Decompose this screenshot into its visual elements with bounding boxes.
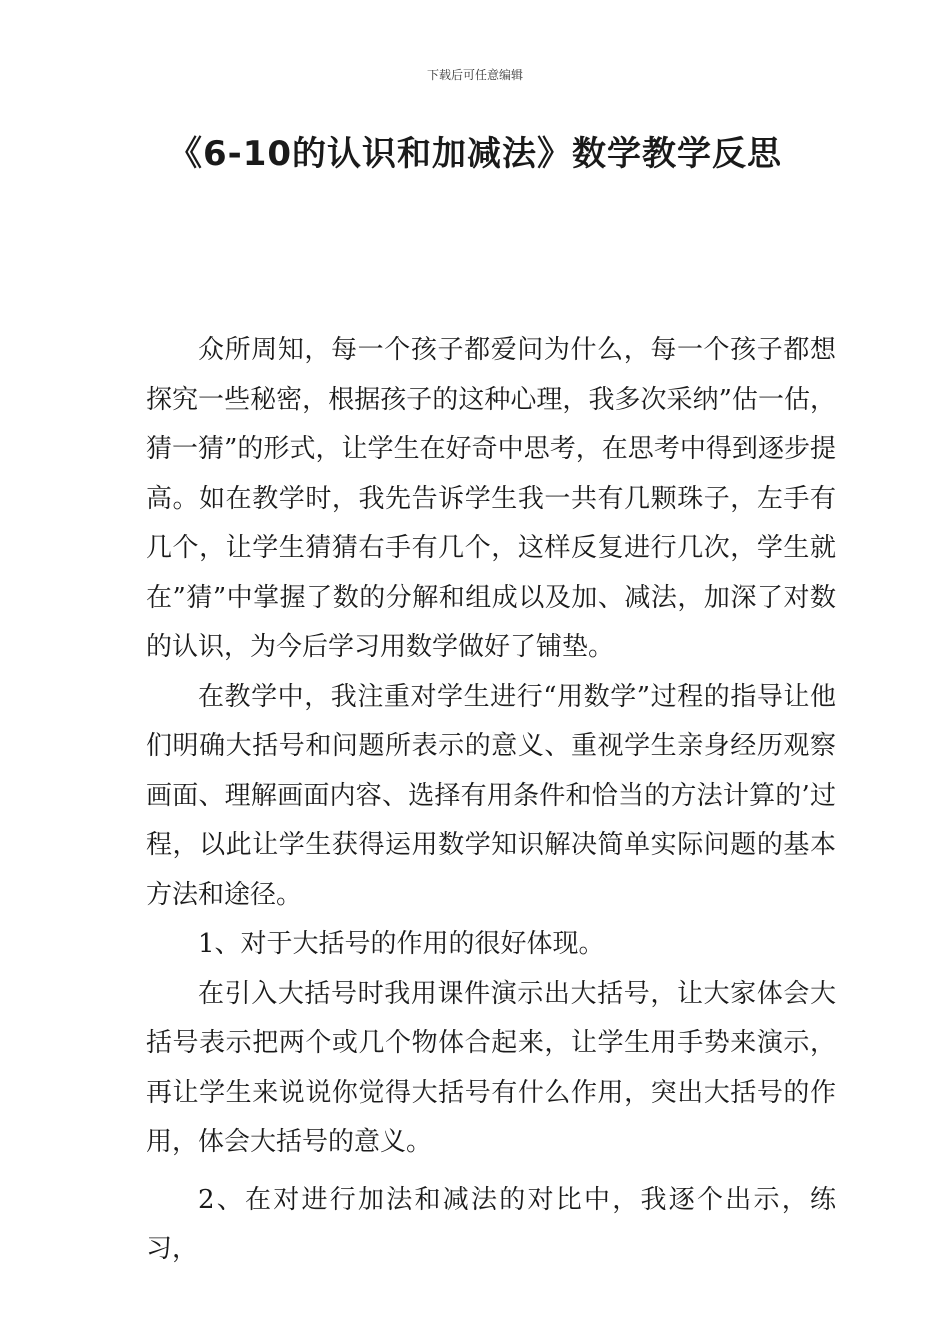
document-title: 《6-10的认识和加减法》数学教学反思 [167,134,783,174]
document-body [146,326,836,1275]
paragraph-1: 众所周知，每一个孩子都爱问为什么，每一个孩子都想探究一些秘密，根据孩子的这种心理，我多次采纳”估一估，猜一猜”的形式，让学生在好奇中思考，在思考中得到逐步提高。如在教学时，我先告诉学生我一共有几颗珠子，左手有几个，让学生猜猜右手有几个，这样反复进行几次，学生就在”猜”中掌握了数的分解和组成以及加、减法，加深了对数的认识，为今后学习用数学做好了铺垫。 [146,335,836,662]
paragraph-4: 在引入大括号时我用课件演示出大括号，让大家体会大括号表示把两个或几个物体合起来，让学生用手势来演示，再让学生来说说你觉得大括号有什么作用，突出大括号的作用，体会大括号的意义。 [146,978,836,1157]
paragraph-3: 1、对于大括号的作用的很好体现。 [198,929,605,959]
paragraph-5: 2、在对进行加法和减法的对比中，我逐个出示，练习， [146,1184,836,1264]
paragraph-2: 在教学中，我注重对学生进行“用数学”过程的指导让他们明确大括号和问题所表示的意义、重视学生亲身经历观察画面、理解画面内容、选择有用条件和恰当的方法计算的’过程，以此让学生获得运用数学知识解决简单实际问题的基本方法和途径。 [146,681,836,910]
header-note: 下载后可任意编辑 [426,68,523,82]
